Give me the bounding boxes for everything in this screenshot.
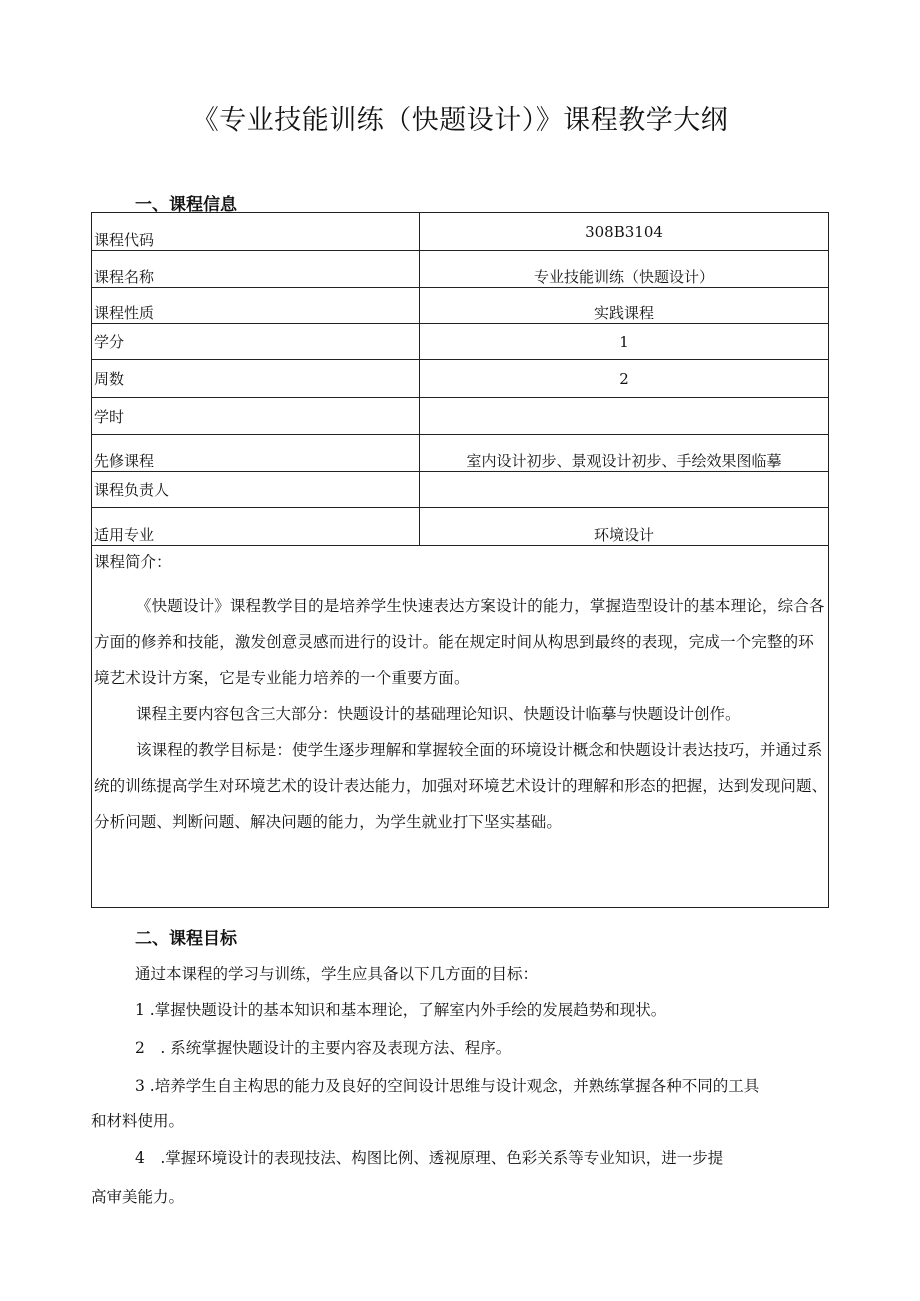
- table-row: [92, 508, 829, 546]
- row-value: [420, 472, 829, 508]
- row-value: 室内设计初步、景观设计初步、手绘效果图临摹: [420, 435, 829, 472]
- row-key: 适用专业: [92, 508, 420, 546]
- document-title: 《专业技能训练（快题设计）》课程教学大纲: [191, 105, 729, 136]
- row-key: 课程代码: [92, 213, 420, 251]
- course-intro-paragraph: 《快题设计》课程教学目的是培养学生快速表达方案设计的能力，掌握造型设计的基本理论，综合各方面的修养和技能，激发创意灵感而进行的设计。能在规定时间从构思到最终的表现，完成一个完整的环境艺术设计方案，它是专业能力培养的一个重要方面。: [94, 597, 825, 687]
- row-value: [420, 398, 829, 435]
- goal-item-4-cont: 高审美能力。: [91, 1188, 185, 1206]
- table-row: [92, 360, 829, 398]
- course-intro-paragraph: 课程主要内容包含三大部分：快题设计的基础理论知识、快题设计临摹与快题设计创作。: [136, 705, 741, 723]
- row-value: 专业技能训练（快题设计）: [420, 251, 829, 288]
- table-row: [92, 288, 829, 324]
- course-info-table: [91, 212, 829, 546]
- table-row: [92, 435, 829, 472]
- section-heading-course-goals: 二、课程目标: [135, 929, 237, 949]
- goals-lead: 通过本课程的学习与训练，学生应具备以下几方面的目标：: [135, 965, 539, 983]
- goal-item-3: 3 .培养学生自主构思的能力及良好的空间设计思维与设计观念，并熟练掌握各种不同的工具: [135, 1077, 760, 1095]
- table-row: [92, 398, 829, 435]
- row-key: 先修课程: [92, 435, 420, 472]
- row-key: 学分: [92, 324, 420, 360]
- table-row: [92, 472, 829, 508]
- row-key: 课程名称: [92, 251, 420, 288]
- goal-item-4: 4 .掌握环境设计的表现技法、构图比例、透视原理、色彩关系等专业知识，进一步提: [135, 1149, 724, 1167]
- table-row: [92, 251, 829, 288]
- row-value: 2: [420, 360, 829, 398]
- row-key: 学时: [92, 398, 420, 435]
- row-value: 308B3104: [420, 213, 829, 251]
- table-row: [92, 213, 829, 251]
- row-value: 实践课程: [420, 288, 829, 324]
- row-value: 环境设计: [420, 508, 829, 546]
- row-key: 课程性质: [92, 288, 420, 324]
- course-intro-box: [91, 545, 829, 908]
- row-value: 1: [420, 324, 829, 360]
- goal-item-3-cont: 和材料使用。: [91, 1112, 185, 1130]
- section-heading-course-info: 一、课程信息: [135, 195, 237, 215]
- row-key: 周数: [92, 360, 420, 398]
- row-key: 课程负责人: [92, 472, 420, 508]
- course-intro-label: 课程简介：: [94, 553, 172, 571]
- goal-item-1: 1 .掌握快题设计的基本知识和基本理论，了解室内外手绘的发展趋势和现状。: [135, 1001, 667, 1019]
- course-intro-paragraph: 该课程的教学目标是：使学生逐步理解和掌握较全面的环境设计概念和快题设计表达技巧，并通过系统的训练提高学生对环境艺术的设计表达能力，加强对环境艺术设计的理解和形态的把握，达到发现问题、分析问题、判断问题、解决问题的能力，为学生就业打下坚实基础。: [94, 741, 828, 831]
- goal-item-2: 2 . 系统掌握快题设计的主要内容及表现方法、程序。: [135, 1039, 512, 1057]
- table-row: [92, 324, 829, 360]
